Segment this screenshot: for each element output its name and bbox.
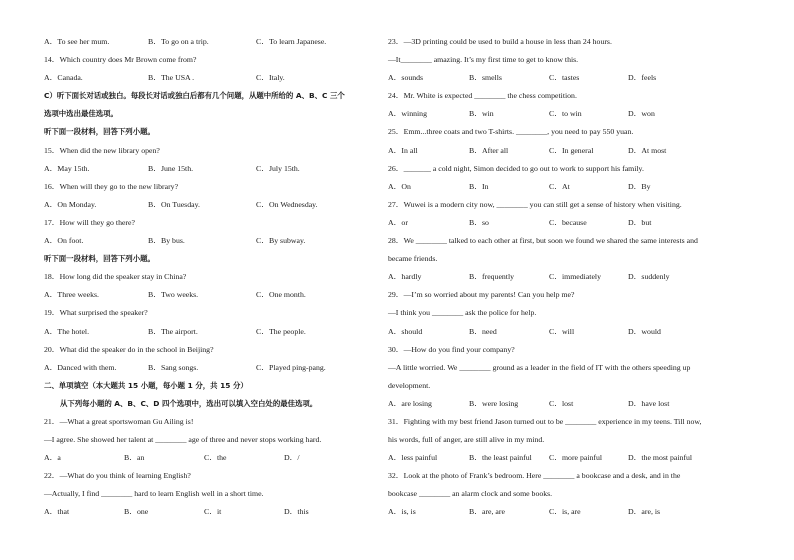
option-c: C．By subway. — [256, 236, 306, 246]
option-c: C．will — [549, 326, 575, 336]
question-30-cont: development. — [388, 380, 431, 390]
option-d: D．have lost — [628, 398, 670, 408]
question-23: 23．—3D printing could be used to build a house in less than 24 hours. — [388, 37, 612, 46]
q32-options — [388, 503, 760, 521]
question-28: 28．We ________ talked to each other at first, but soon we found we shared the same interests and — [388, 236, 698, 246]
q21-options — [44, 449, 404, 467]
section-c-instruction-cont: 选项中选出最佳选项。 — [44, 109, 118, 119]
question-32: 32．Look at the photo of Frank’s bedroom. Here ________ a bookcase and a desk, and in the — [388, 471, 681, 481]
question-24: 24．Mr. White is expected ________ the chess competition. — [388, 91, 577, 101]
option-a: A．or — [388, 217, 408, 227]
option-b: B．Sang songs. — [148, 362, 199, 372]
option-a: A．less painful — [388, 453, 438, 463]
q20-options — [44, 359, 404, 377]
question-14: 14．Which country does Mr Brown come from? — [44, 55, 197, 65]
option-c: C．Italy. — [256, 73, 285, 83]
question-30: 30．—How do you find your company? — [388, 344, 515, 354]
option-a: A．winning — [388, 109, 427, 119]
option-b: B．are, are — [469, 507, 505, 517]
section-c-instruction: C）听下面长对话或独白。每段长对话或独白后都有几个问题，从题中所给的 A、B、C 三个 — [44, 91, 345, 101]
option-d: D．/ — [284, 453, 300, 463]
q15-options — [44, 160, 404, 178]
question-18: 18．How long did the speaker stay in China? — [44, 272, 187, 282]
option-a: A．Canada. — [44, 73, 83, 83]
option-d: D．At most — [628, 145, 667, 155]
q26-options — [388, 178, 760, 196]
option-b: B．smells — [469, 73, 502, 83]
option-c: C．July 15th. — [256, 163, 300, 173]
q28-options — [388, 268, 760, 286]
question-30-cont: —A little worried. We ________ ground as a leader in the field of IT with the others speeding up — [388, 362, 691, 372]
question-25: 25．Emm...three coats and two T-shirts. ________, you need to pay 550 yuan. — [388, 127, 634, 137]
option-b: B．win — [469, 109, 494, 119]
option-b: B．The airport. — [148, 326, 198, 336]
option-d: D．won — [628, 109, 655, 119]
option-c: C．In general — [549, 145, 594, 155]
option-b: B．On Tuesday. — [148, 199, 200, 209]
option-c: C．At — [549, 181, 570, 191]
question-21-cont: —I agree. She showed her talent at ________ age of three and never stops working hard. — [44, 435, 322, 445]
option-d: D．the most painful — [628, 453, 693, 463]
option-b: B．By bus. — [148, 236, 185, 246]
option-a: A．sounds — [388, 73, 424, 83]
option-d: D．are, is — [628, 507, 661, 517]
option-b: B．Two weeks. — [148, 290, 199, 300]
option-a: A．In all — [388, 145, 418, 155]
q18-options — [44, 286, 404, 304]
q22-options — [44, 503, 404, 521]
option-a: A．a — [44, 453, 61, 463]
question-27: 27．Wuwei is a modern city now, ________ you can still get a sense of history when visiting. — [388, 199, 682, 209]
option-c: C．lost — [549, 398, 574, 408]
option-a: A．should — [388, 326, 423, 336]
option-b: B．After all — [469, 145, 509, 155]
option-d: D．would — [628, 326, 661, 336]
option-b: B．so — [469, 217, 489, 227]
q16-options — [44, 196, 404, 214]
left-column — [44, 33, 404, 522]
option-b: B．In — [469, 181, 489, 191]
option-d: D．feels — [628, 73, 657, 83]
q24-options — [388, 105, 760, 123]
option-c: C．more painful — [549, 453, 603, 463]
question-19: 19．What surprised the speaker? — [44, 308, 148, 318]
option-d: D．suddenly — [628, 272, 670, 282]
question-29-cont: —I think you ________ ask the police for help. — [388, 308, 537, 318]
question-17: 17．How will they go there? — [44, 217, 135, 227]
option-a: A．On foot. — [44, 236, 84, 246]
option-c: C．to win — [549, 109, 582, 119]
right-column — [388, 33, 760, 522]
option-b: B．the least painful — [469, 453, 532, 463]
q19-options — [44, 323, 404, 341]
option-c: C．To learn Japanese. — [256, 37, 327, 46]
option-a: A．are losing — [388, 398, 432, 408]
question-26: 26．_______ a cold night, Simon decided to go out to work to support his family. — [388, 163, 644, 173]
option-a: A．is, is — [388, 507, 416, 517]
option-a: A．On — [388, 181, 411, 191]
question-20: 20．What did the speaker do in the school in Beijing? — [44, 344, 214, 354]
option-a: A．May 15th. — [44, 163, 90, 173]
option-c: C．One month. — [256, 290, 306, 300]
option-c: C．Played ping-pang. — [256, 362, 326, 372]
question-29: 29．—I’m so worried about my parents! Can you help me? — [388, 290, 575, 300]
option-c: C．immediately — [549, 272, 601, 282]
q13-options — [44, 33, 404, 51]
option-b: B．June 15th. — [148, 163, 194, 173]
option-b: B．To go on a trip. — [148, 37, 209, 46]
q31-options — [388, 449, 760, 467]
option-d: D．By — [628, 181, 651, 191]
q29-options — [388, 323, 760, 341]
question-22-cont: —Actually, I find ________ hard to learn English well in a short time. — [44, 489, 264, 499]
question-15: 15．When did the new library open? — [44, 145, 160, 155]
option-a: A．hardly — [388, 272, 422, 282]
question-23-cont: —It________ amazing. It’s my first time to get to know this. — [388, 55, 579, 65]
question-16: 16．When will they go to the new library? — [44, 181, 179, 191]
q23-options — [388, 69, 760, 87]
section-2-instruction: 从下列每小题的 A、B、C、D 四个选项中，选出可以填入空白处的最佳选项。 — [60, 398, 318, 408]
section-2-title: 二、单项填空（本大题共 15 小题，每小题 1 分，共 15 分） — [44, 380, 248, 390]
option-c: C．it — [204, 507, 222, 517]
question-31-cont: his words, full of anger, are still alive in my mind. — [388, 435, 545, 445]
option-d: D．this — [284, 507, 309, 517]
option-c: C．The people. — [256, 326, 306, 336]
material-heading: 听下面一段材料，回答下列小题。 — [44, 254, 155, 264]
option-b: B．an — [124, 453, 145, 463]
option-c: C．is, are — [549, 507, 581, 517]
q14-options — [44, 69, 404, 87]
question-31: 31．Fighting with my best friend Jason turned out to be ________ experience in my teens. Till now, — [388, 416, 702, 426]
q17-options — [44, 232, 404, 250]
question-22: 22．—What do you think of learning English? — [44, 471, 191, 481]
question-32-cont: bookcase ________ an alarm clock and some books. — [388, 489, 553, 499]
q25-options — [388, 142, 760, 160]
option-b: B．frequently — [469, 272, 515, 282]
q30-options — [388, 395, 760, 413]
option-b: B．one — [124, 507, 149, 517]
option-a: A．that — [44, 507, 70, 517]
option-a: A．The hotel. — [44, 326, 90, 336]
option-c: C．the — [204, 453, 227, 463]
option-b: B．The USA . — [148, 73, 195, 83]
option-a: A．Three weeks. — [44, 290, 99, 300]
option-c: C．tastes — [549, 73, 580, 83]
option-a: A．Danced with them. — [44, 362, 117, 372]
option-a: A．On Monday. — [44, 199, 97, 209]
material-heading: 听下面一段材料，回答下列小题。 — [44, 127, 155, 137]
option-c: C．because — [549, 217, 587, 227]
option-a: A．To see her mum. — [44, 37, 110, 46]
question-21: 21．—What a great sportswoman Gu Ailing is! — [44, 416, 194, 426]
option-b: B．need — [469, 326, 497, 336]
option-b: B．were losing — [469, 398, 519, 408]
q27-options — [388, 214, 760, 232]
option-c: C．On Wednesday. — [256, 199, 318, 209]
question-28-cont: became friends. — [388, 254, 438, 264]
option-d: D．but — [628, 217, 652, 227]
